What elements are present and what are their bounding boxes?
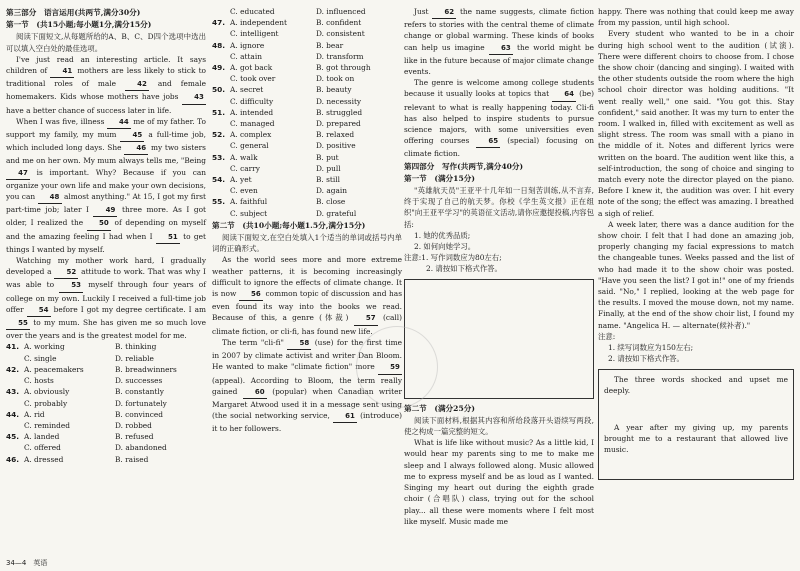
option-choice[interactable]: C. took over: [230, 74, 276, 84]
option-choice[interactable]: B. put: [316, 152, 339, 162]
option-row: [212, 118, 402, 129]
option-choice[interactable]: B. breadwinners: [115, 364, 177, 374]
question-number: 52.: [212, 130, 226, 140]
passage-paragraph: The genre is welcome among college students because it usually looks at topics that 64 (be) relevant to what is really happening today. Cli-fi has also helped to inspire students to pursue science majors, with some universities even offering courses 65 (special) focusing on climate fiction.: [404, 78, 594, 159]
question-number: [212, 185, 230, 196]
option-row: [6, 375, 206, 386]
story-paragraph: Every student who wanted to be in a choir during high school went to the audition (试演). There were different choirs to choose from. I chose the show choir (dancing and singing). I waited with the other students outside the room where the high school choir director was holding auditions. "It went really well," one said. "You got this. Stay confident," said another. It was my turn to enter the room. I walked in, filled with excitement as well as slight stress. The room was small with a piano in the middle of it. Notes and different lyrics were written on the board. The audition went like this, a self-introduction, the song of choice and singing to match every note the director played on the piano. Before I knew it, the audition was over. I hit every note of the song; the effect was amazing. I breathed a sigh of relief.: [598, 29, 794, 218]
question-number: 49.: [212, 63, 226, 73]
option-row: [212, 73, 402, 84]
options-list: [6, 341, 206, 464]
question-number: 45.: [6, 432, 20, 442]
option-row: [6, 442, 206, 453]
question-number: 44.: [6, 409, 20, 419]
option-choice[interactable]: A. ignore: [230, 40, 265, 50]
blank-47[interactable]: 47: [6, 168, 30, 180]
option-row: [212, 6, 402, 17]
option-row: [6, 341, 206, 352]
option-choice[interactable]: D. pull: [316, 163, 341, 173]
question-number: [6, 375, 24, 386]
option-choice[interactable]: A. obviously: [24, 387, 70, 397]
question-number: 46.: [6, 454, 20, 464]
option-row: [6, 409, 206, 420]
question-number: [212, 118, 230, 129]
option-choice[interactable]: C. attain: [230, 51, 262, 61]
option-choice[interactable]: B. confident: [316, 18, 362, 28]
option-choice[interactable]: D. influenced: [316, 7, 366, 16]
blank-44[interactable]: 44: [107, 117, 131, 129]
option-choice[interactable]: C. subject: [230, 208, 268, 218]
option-row: [212, 96, 402, 107]
option-row: [212, 208, 402, 219]
section2-title: 第二节 (共10小题;每小题1.5分,满分15分): [212, 220, 366, 230]
option-row: [212, 129, 402, 140]
option-row: [212, 51, 402, 62]
option-choice[interactable]: A. walk: [230, 152, 258, 162]
option-choice[interactable]: C. general: [230, 141, 269, 151]
option-choice[interactable]: B. struggled: [316, 107, 363, 117]
passage-paragraph: Watching my mother work hard, I gradually developed a 52 attitude to work. That was why I was able to 53 myself through four years of college on my own. Luckily I received a full-time job offer 54 before I got my degree certificate. I am 55 to my mum. She has given me so much love over the years and is the greatest model for me.: [6, 256, 206, 341]
writing-section2-title: 第二节 (满分25分): [404, 403, 475, 413]
option-row: [6, 454, 206, 465]
question-number: [6, 398, 24, 409]
option-choice[interactable]: C. educated: [230, 7, 275, 16]
blank-62[interactable]: 62: [432, 7, 456, 19]
question-number: 47.: [212, 18, 226, 28]
passage-paragraph: The term "cli-fi" 58 (use) for the first time in 2007 by climate activist and writer Dan Bloom. He wanted to make "climate fiction" more 59 (appeal). According to Bloom, the term really gained 60 (popular) when Canadian writer Margaret Atwood used it in a message sent using (the social networking service, 61 (introduce) it to her followers.: [212, 337, 403, 434]
option-choice[interactable]: A. complex: [230, 130, 272, 140]
blank-41[interactable]: 41: [50, 66, 74, 78]
option-choice[interactable]: A. working: [24, 342, 65, 352]
question-number: [212, 140, 230, 151]
option-choice[interactable]: B. beauty: [316, 85, 352, 95]
question-number: 50.: [212, 85, 226, 95]
blank-64[interactable]: 64: [552, 89, 576, 101]
option-choice[interactable]: D. took on: [316, 74, 355, 84]
blank-42[interactable]: 42: [125, 79, 149, 91]
note: 注意:1. 写作词数应为80左右;: [404, 253, 502, 263]
option-row: [212, 107, 402, 118]
continuation-answer-box[interactable]: [598, 369, 794, 480]
option-choice[interactable]: D. grateful: [316, 208, 357, 218]
option-choice[interactable]: A. rid: [24, 409, 45, 419]
instructions: 阅读下面短文,从每题所给的A、B、C、D四个选项中选出可以填入空白处的最佳选项。: [6, 32, 206, 53]
story-paragraph: What is life like without music? As a little kid, I would hear my parents sing to me to make me sleep and I always followed along. Music allowed me to express myself and be as loud as I wanted. Singing my heart out during the eighth grade choir (合唱队) class, trying out for the school play... all these were moments where I felt most like myself. Music made me: [404, 438, 594, 526]
option-choice[interactable]: B. got through: [316, 63, 371, 73]
column-4: [598, 6, 794, 480]
question-number: 53.: [212, 152, 226, 162]
option-row: [6, 431, 206, 442]
option-row: [212, 152, 402, 163]
option-row: [212, 62, 402, 73]
question-number: [212, 208, 230, 219]
part4-title: 第四部分 写作(共两节,满分40分): [404, 161, 524, 171]
blank-61[interactable]: 61: [333, 411, 357, 423]
option-choice[interactable]: D. robbed: [115, 420, 152, 430]
option-choice[interactable]: A. faithful: [230, 197, 268, 207]
blank-55[interactable]: 55: [6, 318, 30, 330]
option-choice[interactable]: D. fortunately: [115, 398, 167, 408]
section1-title: 第一节 (共15小题;每小题1分,满分15分): [6, 20, 152, 30]
option-row: [212, 140, 402, 151]
story-paragraph: A week later, there was a dance audition for the show choir. I felt that I had done an amazing job, properly changing my facial expressions to match the changeable tunes. Weeks passed and the list of who had made it to the show choir was posted. "Have you seen the list? I got in!" one of my friends said. "No," I replied, looking at the web page for the results. I moved the mouse down, not my name. Finally, at the end of the show choir list, I found my name. "Angelica H. — alternate(候补者).": [598, 219, 794, 330]
passage-paragraph: Just 62 the name suggests, climate fiction refers to stories with the central theme of climate change or global warming. These kinds of books can help us imagine 63 the world might be like in the future because of major climate change events.: [404, 7, 594, 77]
blank-53[interactable]: 53: [59, 280, 83, 292]
option-choice[interactable]: B. raised: [115, 454, 149, 464]
question-number: [212, 6, 230, 17]
option-choice[interactable]: D. abandoned: [115, 443, 167, 453]
writing-section1-title: 第一节 (满分15分): [404, 173, 475, 183]
question-number: [6, 442, 24, 453]
option-choice[interactable]: C. hosts: [24, 376, 54, 386]
blank-57[interactable]: 57: [354, 313, 378, 325]
blank-46[interactable]: 46: [124, 143, 148, 155]
option-choice[interactable]: B. bear: [316, 40, 344, 50]
question-number: [212, 28, 230, 39]
option-choice[interactable]: B. still: [316, 175, 340, 185]
question-number: [212, 96, 230, 107]
option-choice[interactable]: A. intended: [230, 107, 274, 117]
option-choice[interactable]: D. transform: [316, 51, 364, 61]
blank-58[interactable]: 58: [287, 338, 311, 350]
option-choice[interactable]: D. necessity: [316, 96, 362, 106]
blank-49[interactable]: 49: [93, 205, 117, 217]
option-choice[interactable]: C. single: [24, 353, 57, 363]
blank-45[interactable]: 45: [120, 130, 144, 142]
question-number: 43.: [6, 387, 20, 397]
option-row: [6, 364, 206, 375]
writing-task: "英雄航天员"王亚平十几年如一日刻苦训练,从不言弃,终于实现了自己的航天梦。你校《学生英文报》正在组织"向王亚平学习"的英语征文活动,请你应邀提投稿,内容包括:: [404, 186, 594, 229]
option-choice[interactable]: B. relaxed: [316, 130, 355, 140]
blank-56[interactable]: 56: [239, 289, 263, 301]
blank-54[interactable]: 54: [27, 305, 51, 317]
option-choice[interactable]: C. carry: [230, 163, 260, 173]
instructions: 阅读下面材料,根据其内容和所给段落开头语续写两段,使之构成一篇完整的短文。: [404, 415, 594, 437]
blank-52[interactable]: 52: [54, 267, 78, 279]
option-choice[interactable]: B. refused: [115, 432, 154, 442]
question-number: 55.: [212, 197, 226, 207]
option-row: [6, 420, 206, 431]
passage-paragraph: As the world sees more and more extreme weather patterns, it is becoming increasingly difficult to ignore the effects of climate change. It is now 56 common topic of discussion and has even found its way into the books we read. Because of this, a genre (体裁) 57 (call) climate fiction, or cli-fi, has found new life.: [212, 255, 402, 336]
blank-51[interactable]: 51: [156, 232, 180, 244]
question-number: 51.: [212, 107, 226, 117]
blank-48[interactable]: 48: [38, 192, 62, 204]
option-choice[interactable]: A. got back: [230, 63, 273, 73]
option-choice[interactable]: B. constantly: [115, 387, 164, 397]
option-choice[interactable]: C. probably: [24, 398, 68, 408]
option-choice[interactable]: A. landed: [24, 432, 60, 442]
question-number: [212, 73, 230, 84]
column-1: [6, 6, 206, 465]
option-row: [212, 17, 402, 28]
question-number: [6, 353, 24, 364]
question-number: 48.: [212, 40, 226, 50]
option-choice[interactable]: B. thinking: [115, 342, 157, 352]
option-row: [212, 28, 402, 39]
note-title: 注意:: [598, 331, 616, 341]
column-3: [404, 6, 594, 527]
question-number: 41.: [6, 342, 20, 352]
option-choice[interactable]: D. successes: [115, 376, 163, 386]
blank-50[interactable]: 50: [87, 218, 111, 230]
option-choice[interactable]: A. independent: [230, 18, 287, 28]
box-opening-line: The three words shocked and upset me deeply.: [604, 374, 788, 395]
option-choice[interactable]: D. positive: [316, 141, 356, 151]
option-choice[interactable]: A. yet: [230, 175, 252, 185]
note: 2. 请按如下格式作答。: [426, 264, 502, 274]
option-choice[interactable]: C. managed: [230, 119, 275, 129]
options-list: [212, 6, 402, 219]
option-row: [212, 196, 402, 207]
task-point: 1. 她的优秀品质;: [414, 230, 471, 240]
blank-63[interactable]: 63: [489, 43, 513, 55]
option-row: [212, 174, 402, 185]
option-choice[interactable]: D. reliable: [115, 353, 154, 363]
answer-box[interactable]: [404, 279, 594, 399]
option-row: [212, 185, 402, 196]
part3-title: 第三部分 语言运用(共两节,满分30分): [6, 8, 141, 17]
option-choice[interactable]: D. consistent: [316, 29, 365, 39]
option-row: [212, 163, 402, 174]
page-footer: 34—4 英语: [6, 559, 48, 567]
option-row: [6, 353, 206, 364]
option-choice[interactable]: C. difficulty: [230, 96, 274, 106]
option-choice[interactable]: D. prepared: [316, 119, 361, 129]
option-row: [6, 386, 206, 397]
story-paragraph: happy. There was nothing that could keep me away from my passion, until high school.: [598, 7, 794, 28]
question-number: 54.: [212, 175, 226, 185]
task-point: 2. 如何向她学习。: [414, 242, 476, 252]
option-choice[interactable]: C. reminded: [24, 420, 70, 430]
option-choice[interactable]: C. offered: [24, 443, 61, 453]
question-number: [212, 163, 230, 174]
option-choice[interactable]: B. close: [316, 197, 346, 207]
box-opening-line: A year after my giving up, my parents brought me to a restaurant that allowed live music.: [604, 422, 788, 455]
option-choice[interactable]: C. even: [230, 186, 258, 196]
column-2: [212, 6, 402, 435]
instructions: 阅读下面短文,在空白处填入1个适当的单词或括号内单词的正确形式。: [212, 233, 402, 254]
note: 2. 请按如下格式作答。: [608, 354, 684, 364]
option-choice[interactable]: A. peacemakers: [24, 364, 84, 374]
passage-paragraph: I've just read an interesting article. It says children of 41 mothers are less likely to stick to traditional roles of male 42 and female homemakers. Kids whose mothers have jobs 43 have a better chance of success later in life.: [6, 54, 206, 115]
option-row: [212, 84, 402, 95]
option-choice[interactable]: C. intelligent: [230, 29, 279, 39]
blank-59[interactable]: 59: [378, 362, 402, 374]
blank-43[interactable]: 43: [182, 92, 206, 104]
passage-paragraph: When I was five, illness 44 me of my father. To support my family, my mum 45 a full-time job, which included long days. She 46 my two sisters and me on her own. My mum always tells me, "Being 47 is important. Why? Because if you can organize your own life and make your own decisions, you can 48 almost anything." At 15, I got my first part-time job; later I 49 three more. As I got older, I realized the 50 of depending on myself and the amazing feeling I had when I 51 to get things I wanted by myself.: [6, 116, 207, 254]
note: 1. 续写词数应为150左右;: [608, 343, 694, 353]
question-number: [6, 420, 24, 431]
option-choice[interactable]: B. convinced: [115, 409, 164, 419]
option-choice[interactable]: A. dressed: [24, 454, 64, 464]
question-number: [212, 51, 230, 62]
blank-60[interactable]: 60: [243, 387, 267, 399]
option-row: [6, 398, 206, 409]
option-row: [212, 40, 402, 51]
option-choice[interactable]: D. again: [316, 186, 348, 196]
question-number: 42.: [6, 364, 20, 374]
option-choice[interactable]: A. secret: [230, 85, 264, 95]
blank-65[interactable]: 65: [476, 136, 500, 148]
